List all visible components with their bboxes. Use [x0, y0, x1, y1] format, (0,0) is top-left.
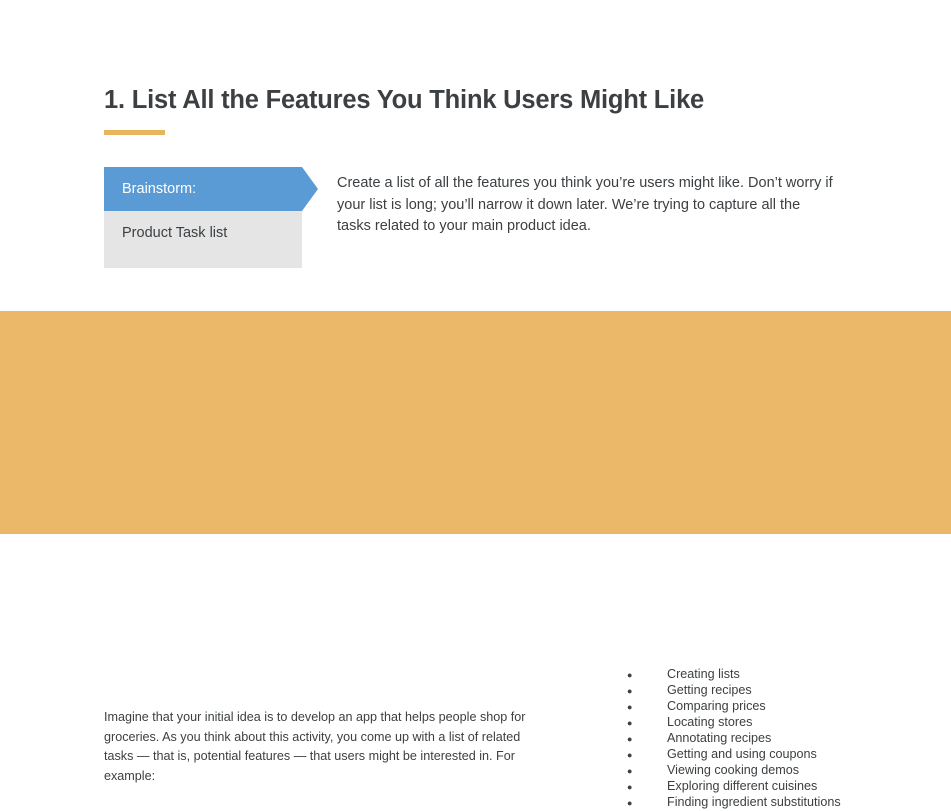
- bullet-icon: ●: [627, 670, 633, 680]
- list-item: [627, 666, 841, 682]
- case-study-feature-list: [627, 666, 841, 810]
- list-item: [627, 762, 841, 778]
- list-item-label: Comparing prices: [667, 699, 766, 713]
- bullet-icon: ●: [627, 702, 633, 712]
- list-item: [627, 778, 841, 794]
- page-title: 1. List All the Features You Think Users Might Like: [104, 86, 705, 114]
- bullet-icon: ●: [627, 750, 633, 760]
- list-item-label: Annotating recipes: [667, 731, 772, 745]
- list-item: [627, 682, 841, 698]
- bullet-icon: ●: [627, 734, 633, 744]
- list-item-label: Finding ingredient substitutions: [667, 795, 841, 809]
- list-item: [627, 714, 841, 730]
- callout-arrow-icon: [302, 167, 318, 211]
- brainstorm-callout: [104, 167, 302, 268]
- bullet-icon: ●: [627, 798, 633, 808]
- list-item: [627, 794, 841, 810]
- list-item-label: Getting and using coupons: [667, 747, 817, 761]
- list-item-label: Viewing cooking demos: [667, 763, 800, 777]
- callout-header: [104, 167, 302, 211]
- bullet-icon: ●: [627, 718, 633, 728]
- case-study-band: [0, 311, 951, 809]
- list-item-label: Locating stores: [667, 715, 753, 729]
- callout-body-label: Product Task list: [122, 225, 228, 241]
- callout-body: [104, 211, 302, 268]
- list-item: [627, 730, 841, 746]
- case-study-title: Case Study: [104, 677, 181, 693]
- list-item-label: Creating lists: [667, 667, 740, 681]
- list-item: [627, 698, 841, 714]
- intro-paragraph: Create a list of all the features you think you’re users might like. Don’t worry if your list is long; you’ll narrow it down later. We’re trying to capture all the tasks related to your main product idea.: [337, 175, 833, 234]
- list-item-label: Exploring different cuisines: [667, 779, 818, 793]
- bullet-icon: ●: [627, 782, 633, 792]
- title-underline-rule: [104, 130, 165, 135]
- bullet-icon: ●: [627, 686, 633, 696]
- bullet-icon: ●: [627, 766, 633, 776]
- case-study-body: Imagine that your initial idea is to develop an app that helps people shop for groceries. As you think about this activity, you come up with a list of related tasks — that is, potential features — that users might be interested in. For example:: [104, 710, 526, 783]
- list-item: [627, 746, 841, 762]
- list-item-label: Getting recipes: [667, 683, 752, 697]
- callout-header-label: Brainstorm:: [122, 181, 197, 197]
